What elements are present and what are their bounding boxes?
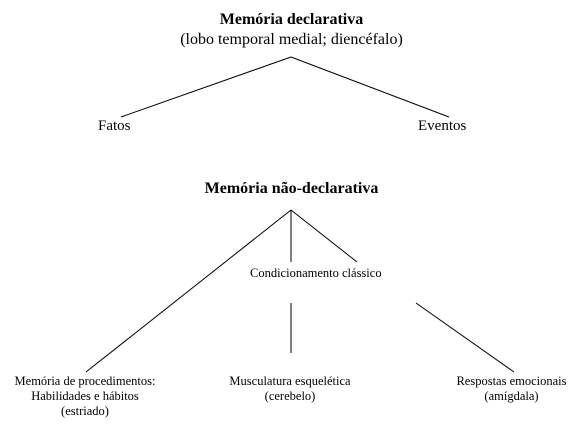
procedural-memory-label: Memória de procedimentos: [14, 374, 156, 388]
emotional-responses-label: Respostas emocionais [456, 374, 567, 388]
nondeclarative-memory-title: Memória não-declarativa [204, 180, 379, 197]
edge-nondecl-procedural [86, 210, 291, 372]
emotional-responses-location: (amígdala) [484, 388, 539, 403]
emotional-responses-node [440, 374, 583, 404]
events-node: Eventos [418, 118, 467, 134]
skeletal-musculature-node [210, 374, 370, 404]
classical-conditioning-node: Condicionamento clássico [250, 266, 382, 280]
edge-declarative-eventos [291, 57, 449, 117]
skeletal-musculature-label: Musculatura esquelética [229, 374, 351, 388]
facts-node: Fatos [98, 118, 131, 134]
declarative-memory-title: Memória declarativa [219, 11, 364, 28]
edge-classical-emotional [416, 303, 514, 372]
skeletal-musculature-location: (cerebelo) [264, 388, 316, 403]
procedural-memory-detail: Habilidades e hábitos [31, 388, 139, 403]
declarative-memory-location: (lobo temporal medial; diencéfalo) [180, 31, 403, 48]
edge-declarative-fatos [121, 57, 291, 117]
edge-nondecl-classical-right [291, 210, 357, 262]
procedural-memory-location: (estriado) [61, 403, 109, 418]
procedural-memory-node [0, 374, 170, 418]
